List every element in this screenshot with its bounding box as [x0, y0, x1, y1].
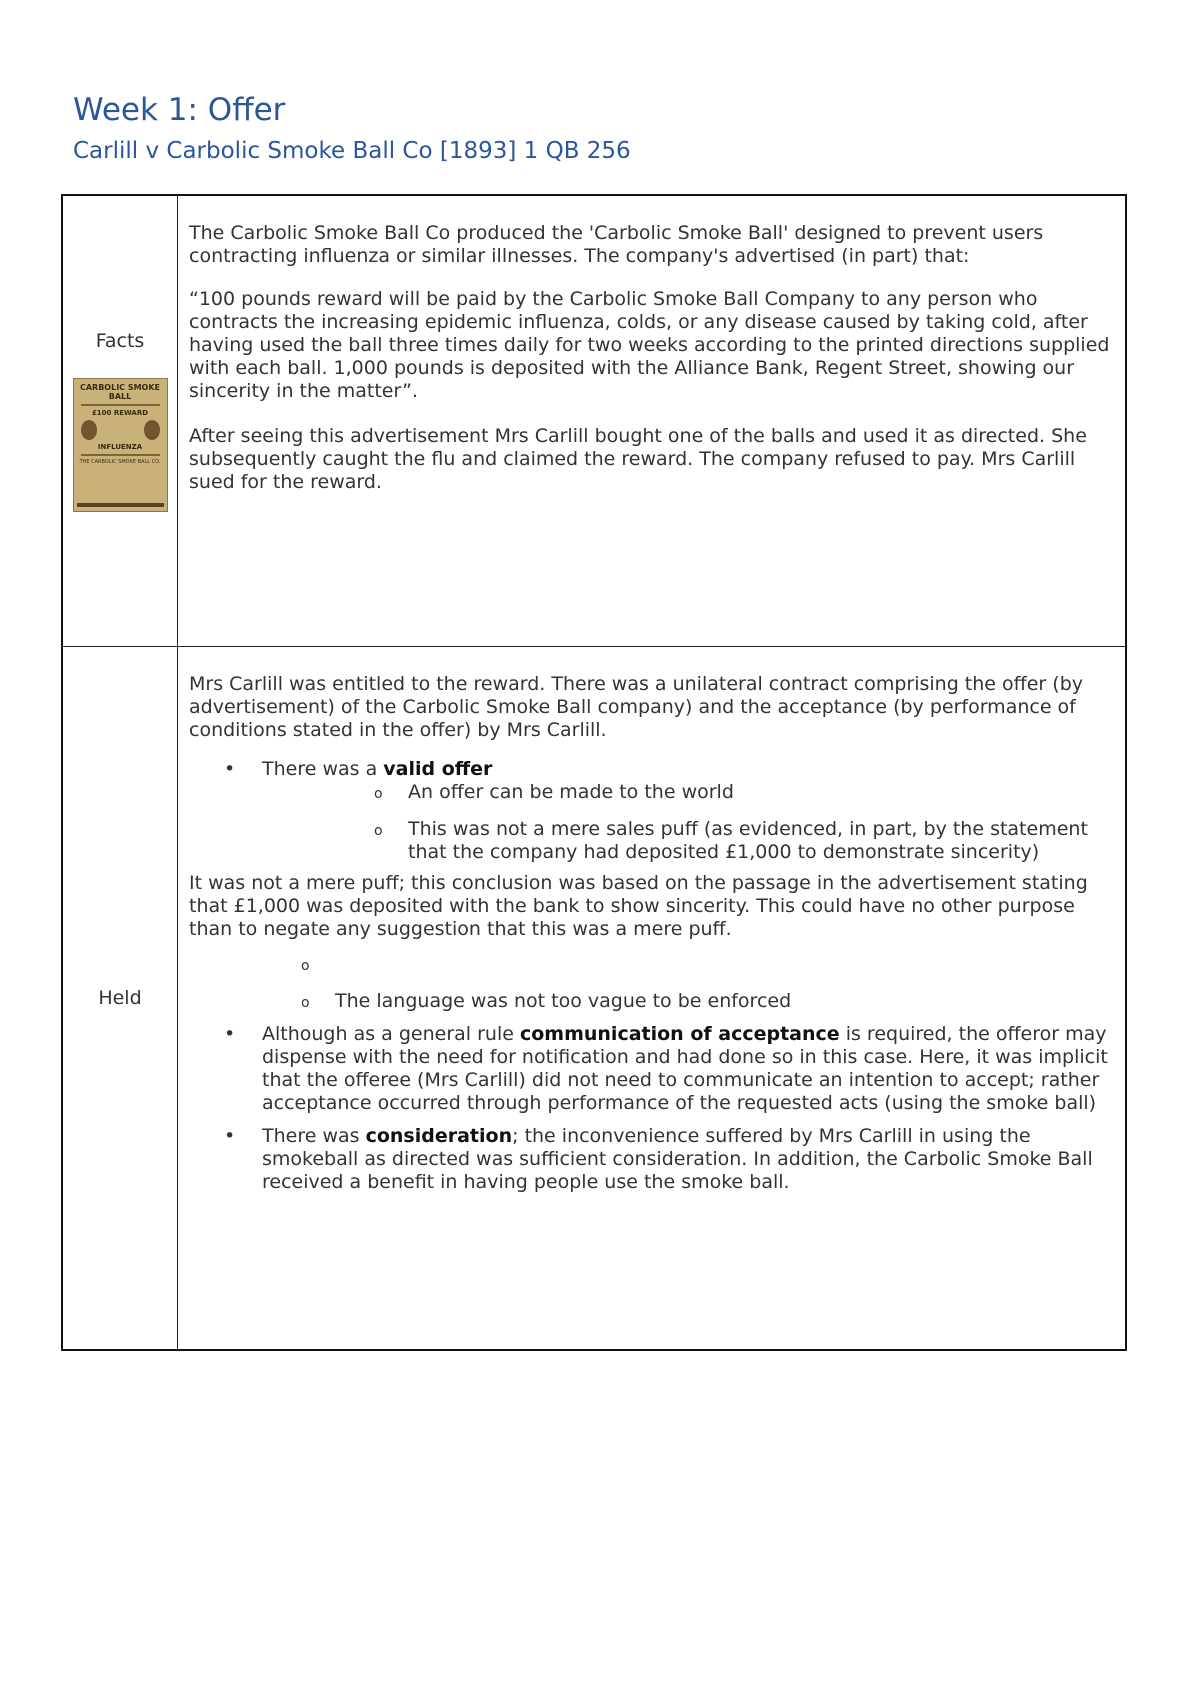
- bullet-icon: •: [224, 758, 236, 780]
- sub-list-item: [189, 953, 1115, 976]
- held-row: [62, 647, 1126, 1351]
- bullet-bold: communication of acceptance: [519, 1023, 840, 1045]
- list-item: [189, 758, 1115, 864]
- list-item: [189, 1023, 1115, 1115]
- smoke-ball-advertisement-image: [73, 378, 168, 512]
- puff-paragraph: It was not a mere puff; this conclusion was based on the passage in the advertisement stating that £1,000 was deposited with the bank to show sincerity. This could have no other purpose than to negate any suggestion that this was a mere puff.: [189, 872, 1088, 940]
- poster-footer-bar: [77, 503, 164, 507]
- held-bullet-list: [189, 758, 1115, 864]
- bullet-text: Although as a general rule: [262, 1023, 520, 1045]
- sub-bullet-icon: o: [301, 995, 310, 1011]
- poster-rule: [81, 454, 160, 456]
- poster-reward: £100 REWARD: [91, 409, 149, 417]
- held-bullet-list: [189, 1023, 1115, 1194]
- list-item: [189, 1125, 1115, 1194]
- bullet-bold: consideration: [365, 1125, 513, 1147]
- facts-paragraph-1: The Carbolic Smoke Ball Co produced the 'Carbolic Smoke Ball' designed to prevent users contracting influenza or similar illnesses. The company's advertised (in part) that:: [189, 222, 1044, 267]
- sub-list-item: [189, 990, 1115, 1013]
- sub-bullet-icon: o: [374, 786, 383, 802]
- sub-list-item: [262, 781, 1115, 804]
- bullet-bold: valid offer: [383, 758, 493, 780]
- case-citation: Carlill v Carbolic Smoke Ball Co [1893] 1 QB 256: [73, 138, 631, 164]
- sub-item-text: The language was not too vague to be enforced: [335, 990, 792, 1012]
- facts-row: [62, 195, 1126, 647]
- bullet-icon: •: [224, 1125, 236, 1147]
- bullet-text: is required, the offeror may dispense with the need for notification and had done so in this case. Here, it was implicit that the offeree (Mrs Carlill) did not need to communicate an intention to accept; rather acceptance occurred through performance of the requested acts (using the smoke ball): [262, 1023, 1108, 1114]
- case-table: [61, 194, 1127, 1351]
- facts-label-cell: [62, 195, 178, 647]
- poster-company: THE CARBOLIC SMOKE BALL CO.: [79, 459, 161, 465]
- sub-item-text: An offer can be made to the world: [408, 781, 734, 803]
- sub-bullet-icon: o: [301, 958, 310, 974]
- bullet-icon: •: [224, 1023, 236, 1045]
- held-intro: Mrs Carlill was entitled to the reward. There was a unilateral contract comprising the offer (by advertisement) of the Carbolic Smoke Ball company) and the acceptance (by performance of conditions stated in the offer) by Mrs Carlill.: [189, 673, 1083, 741]
- portrait-left: [81, 420, 97, 440]
- poster-rule: [81, 404, 160, 406]
- sub-list: [262, 781, 1115, 864]
- sub-list: [189, 953, 1115, 1013]
- page-title: Week 1: Offer: [73, 92, 286, 128]
- facts-label: Facts: [95, 330, 145, 352]
- facts-content: [178, 195, 1127, 647]
- sub-bullet-icon: o: [374, 823, 383, 839]
- bullet-text: ; the inconvenience suffered by Mrs Carlill in using the smokeball as directed was sufficient consideration. In addition, the Carbolic Smoke Ball received a benefit in having people use the smoke ball.: [262, 1125, 1093, 1193]
- poster-portraits: [81, 420, 160, 440]
- bullet-text: There was: [262, 1125, 366, 1147]
- held-content: [178, 647, 1127, 1351]
- poster-title: CARBOLIC SMOKE BALL: [79, 383, 161, 401]
- sub-list-item: [262, 818, 1115, 864]
- held-label-cell: [62, 647, 178, 1351]
- bullet-text: There was a: [262, 758, 384, 780]
- facts-quote: “100 pounds reward will be paid by the Carbolic Smoke Ball Company to any person who contracts the increasing epidemic influenza, colds, or any disease caused by taking cold, after having used the ball three times daily for two weeks according to the printed directions supplied with each ball. 1,000 pounds is deposited with the Alliance Bank, Regent Street, showing our sincerity in the matter”.: [189, 288, 1110, 402]
- sub-item-text: This was not a mere sales puff (as evidenced, in part, by the statement that the company had deposited £1,000 to demonstrate sincerity): [408, 818, 1088, 863]
- facts-paragraph-3: After seeing this advertisement Mrs Carlill bought one of the balls and used it as directed. She subsequently caught the flu and claimed the reward. The company refused to pay. Mrs Carlill sued for the reward.: [189, 425, 1087, 493]
- portrait-right: [144, 420, 160, 440]
- poster-disease: INFLUENZA: [97, 443, 143, 451]
- held-label: Held: [98, 987, 142, 1009]
